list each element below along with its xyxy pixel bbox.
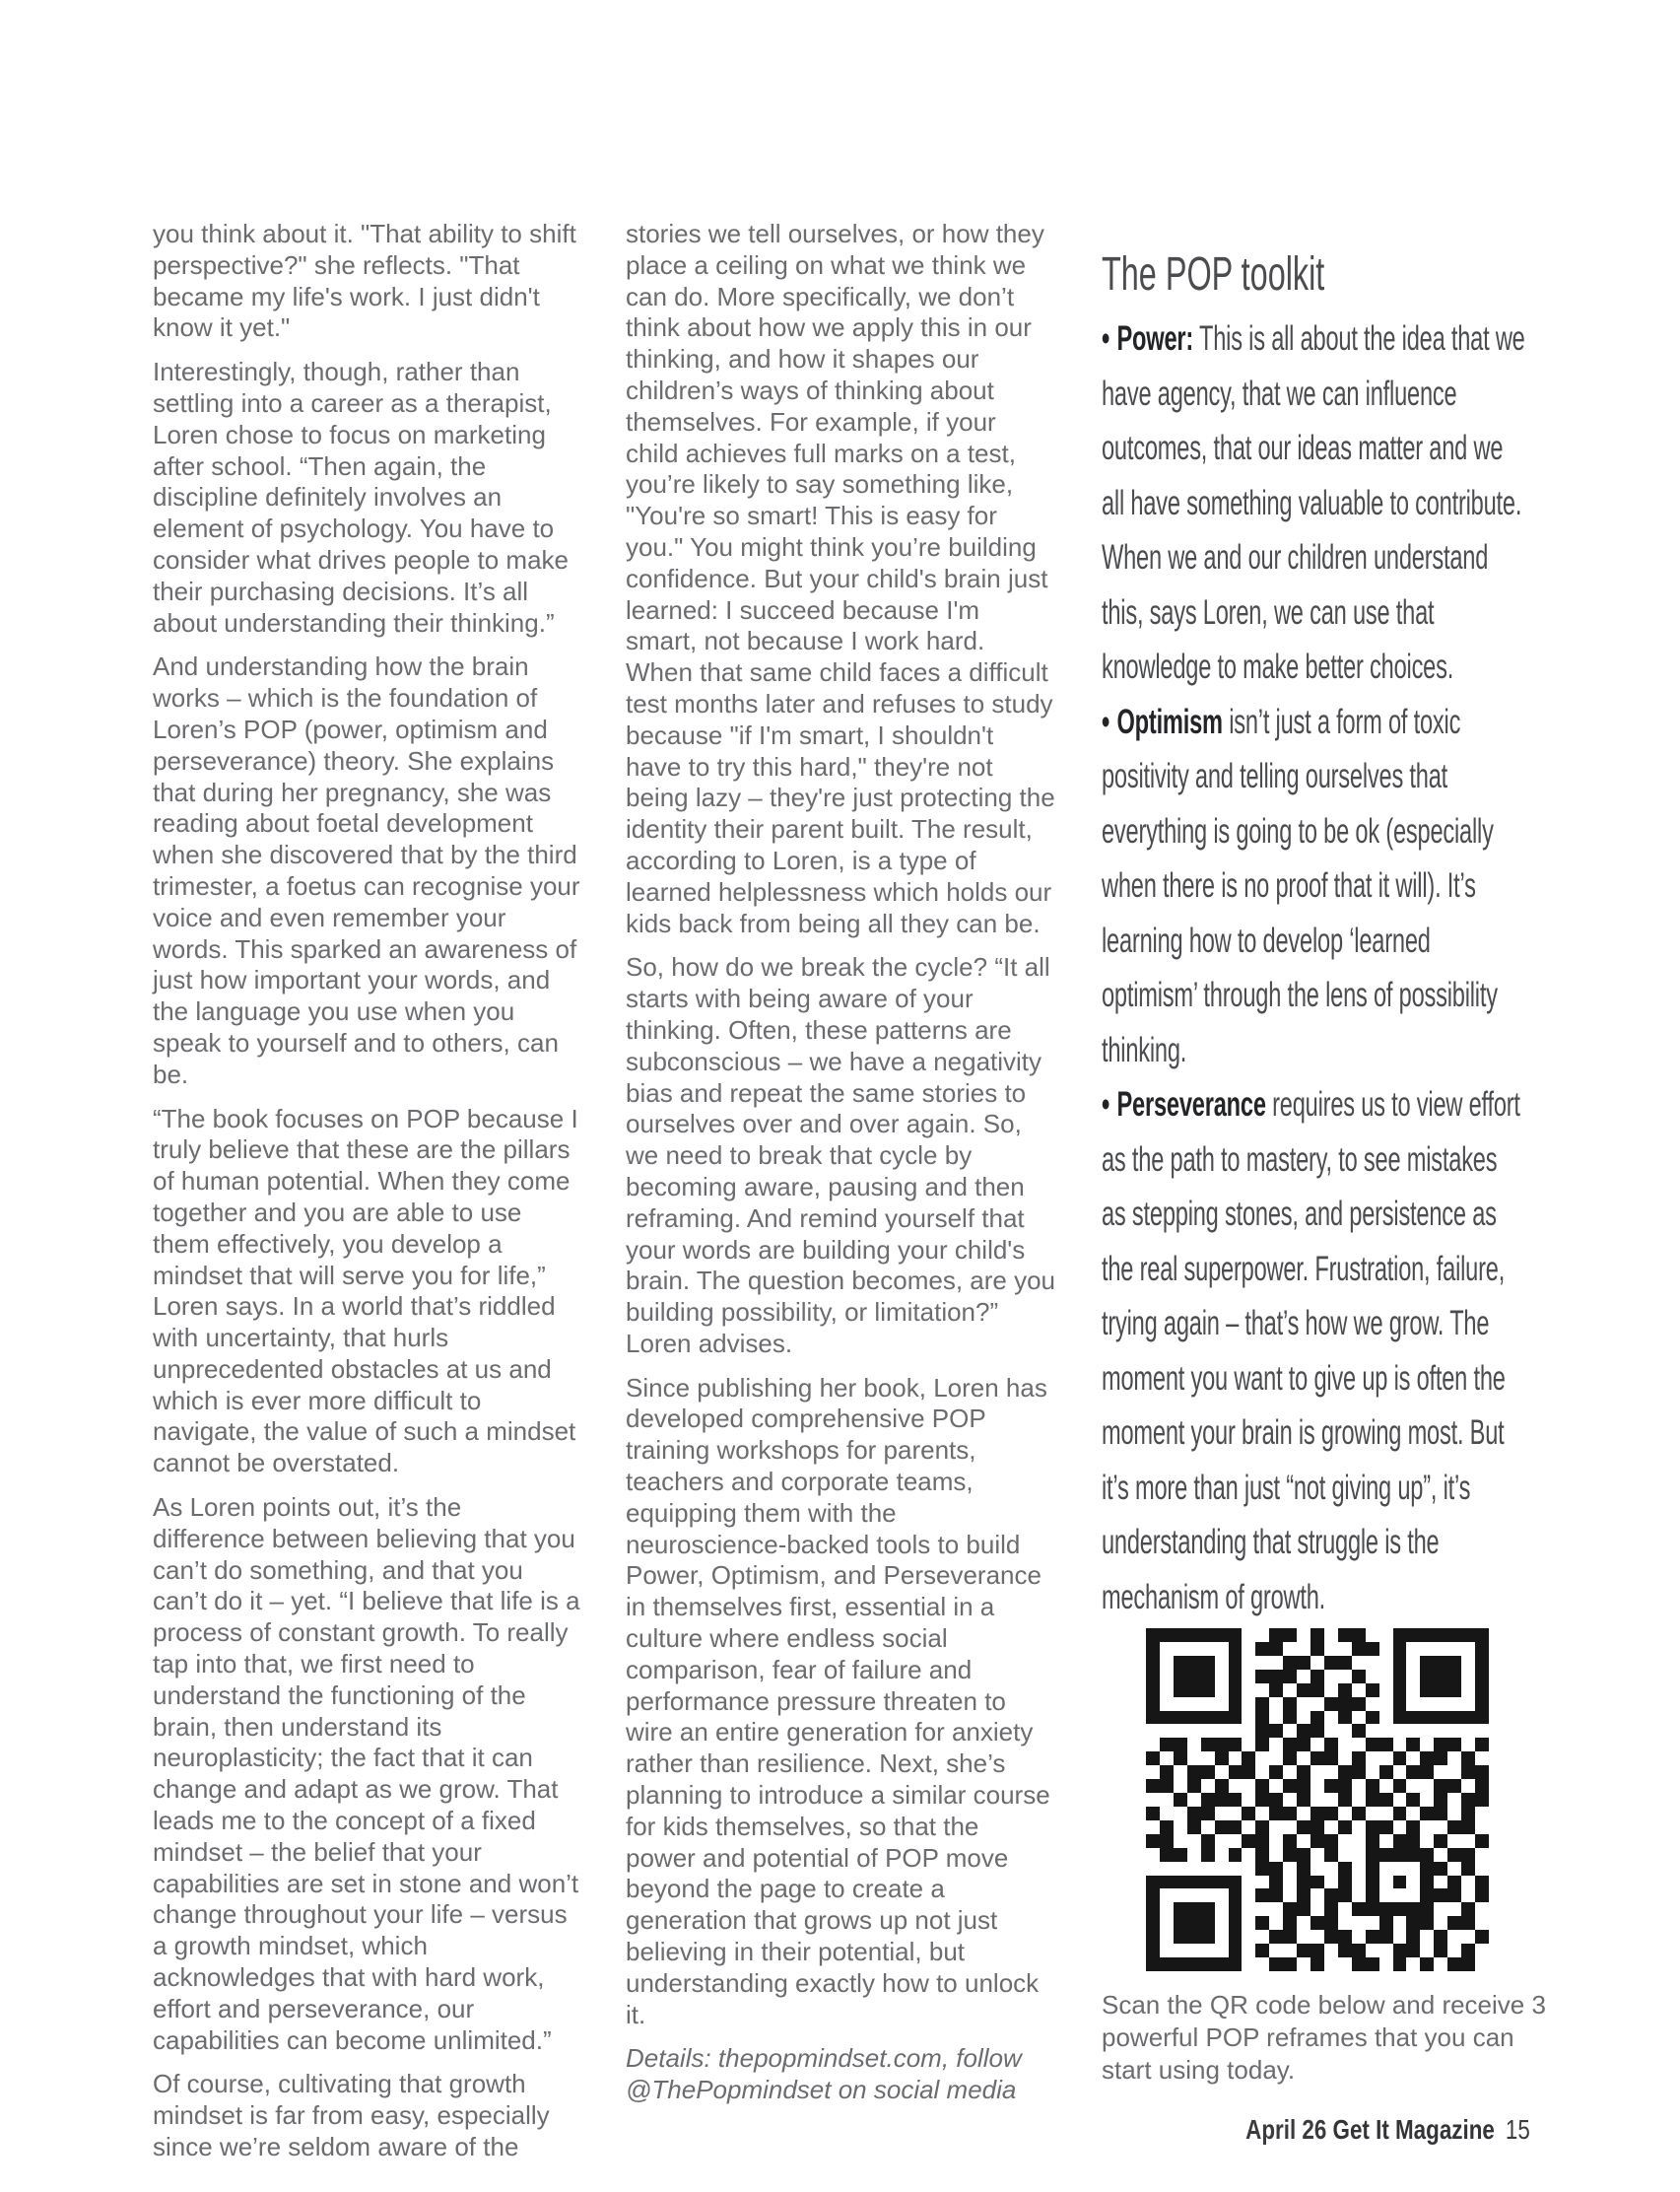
article-paragraph: “The book focuses on POP because I truly believe that these are the pillars of human potential. When they come together and you are able to use them effectively, you develop a mindset that will serve you for life,” Loren says. In a world that’s riddled with uncertainty, that hurls unprecedented obstacles at us and which is ever more difficult to navigate, the value of such a mindset cannot be overstated.: [153, 1103, 578, 1478]
article-paragraph: Interestingly, though, rather than settling into a career as a therapist, Loren chose to focus on marketing after school. “Then again, the discipline definitely involves an element of psychology. You have to consider what drives people to make their purchasing decisions. It’s all about understanding their thinking.”: [153, 357, 570, 638]
toolkit-term: Perseverance: [1116, 1085, 1266, 1124]
article-paragraph: Since publishing her book, Loren has developed comprehensive POP training workshops for parents, teachers and corporate teams, equipping them with the neuroscience-backed tools to build Power, Optimism, and Perseverance in themselves first, essential in a culture where endless social comparison, fear of failure and performance pressure threaten to wire an entire generation for anxiety rather than resilience. Next, she’s planning to introduce a similar course for kids themselves, so that the power and potential of POP move beyond the page to create a generation that grows up not just believing in their potential, but understanding exactly how to unlock it.: [626, 1372, 1050, 2029]
toolkit-item-power: [1102, 311, 1527, 695]
footer-page-number: 15: [1506, 2114, 1530, 2145]
page-footer: [1245, 2115, 1530, 2145]
qr-code: [1146, 1628, 1489, 1971]
details-contact-line: Details: thepopmindset.com, follow @ThePopmindset on social media: [626, 2043, 1022, 2105]
article-paragraph: Of course, cultivating that growth mindset is far from easy, especially since we’re seldom aware of the: [153, 2069, 550, 2162]
bullet-icon: •: [1102, 702, 1110, 741]
toolkit-item-perseverance: [1102, 1077, 1527, 1624]
sidebar-title: The POP toolkit: [1102, 248, 1325, 301]
bullet-icon: •: [1102, 1085, 1110, 1124]
bullet-icon: •: [1102, 319, 1110, 358]
article-paragraph: stories we tell ourselves, or how they place a ceiling on what we think we can do. More specifically, we don’t think about how we apply this in our thinking, and how it shapes our children’s ways of thinking about themselves. For example, if your child achieves full marks on a test, you’re likely to say something like, "You're so smart! This is easy for you." You might think you’re building confidence. But your child's brain just learned: I succeed because I'm smart, not because I work hard. When that same child faces a difficult test months later and refuses to study because "if I'm smart, I shouldn't have to try this hard," they're not being lazy – they're just protecting the identity their parent built. The result, according to Loren, is a type of learned helplessness which holds our kids back from being all they can be.: [626, 219, 1055, 938]
footer-magazine-name: Get It Magazine: [1332, 2114, 1496, 2145]
article-column-1: [153, 219, 580, 2176]
pop-toolkit-sidebar: [1102, 250, 1527, 1624]
toolkit-term: Optimism: [1116, 702, 1223, 741]
footer-date: April 26: [1245, 2114, 1327, 2145]
article-paragraph: And understanding how the brain works – which is the foundation of Loren’s POP (power, optimism and perseverance) theory. She explains that during her pregnancy, she was reading about foetal development when she discovered that by the third trimester, a foetus can recognise your voice and even remember your words. This sparked an awareness of just how important your words, and the language you use when you speak to yourself and to others, can be.: [153, 651, 580, 1089]
toolkit-text: This is all about the idea that we have agency, that we can influence outcomes, that our ideas matter and we all have something valuable to contribute. When we and our children understand this, says Loren, we can use that knowledge to make better choices.: [1102, 319, 1525, 686]
article-paragraph: As Loren points out, it’s the difference between believing that you can’t do something, and that you can’t do it – yet. “I believe that life is a process of constant growth. To really tap into that, we first need to understand the functioning of the brain, then understand its neuroplasticity; the fact that it can change and adapt as we grow. That leads me to the concept of a fixed mindset – the belief that your capabilities are set in stone and won’t change throughout your life – versus a growth mindset, which acknowledges that with hard work, effort and perseverance, our capabilities can become unlimited.”: [153, 1492, 580, 2055]
toolkit-text: isn’t just a form of toxic positivity and telling ourselves that everything is going to be ok (especially when there is no proof that it will). It’s learning how to develop ‘learned optimism’ through the lens of possibility thinking.: [1102, 702, 1498, 1069]
article-column-2: [626, 219, 1055, 2119]
toolkit-text: requires us to view effort as the path to mastery, to see mistakes as stepping stones, and persistence as the real superpower. Frustration, failure, trying again – that’s how we grow. The moment you want to give up is often the moment your brain is growing most. But it’s more than just “not giving up”, it’s understanding that struggle is the mechanism of growth.: [1102, 1085, 1520, 1616]
qr-caption: Scan the QR code below and receive 3 powerful POP reframes that you can start using today.: [1102, 1990, 1546, 2085]
toolkit-term: Power:: [1116, 319, 1194, 358]
toolkit-item-optimism: [1102, 695, 1527, 1078]
article-paragraph: So, how do we break the cycle? “It all starts with being aware of your thinking. Often, these patterns are subconscious – we have a negativity bias and repeat the same stories to ourselves over and over again. So, we need to break that cycle by becoming aware, pausing and then reframing. And remind yourself that your words are building your child's brain. The question becomes, are you building possibility, or limitation?” Loren advises.: [626, 952, 1056, 1358]
article-paragraph: you think about it. "That ability to shift perspective?" she reflects. "That became my life's work. I just didn't know it yet.": [153, 219, 576, 343]
